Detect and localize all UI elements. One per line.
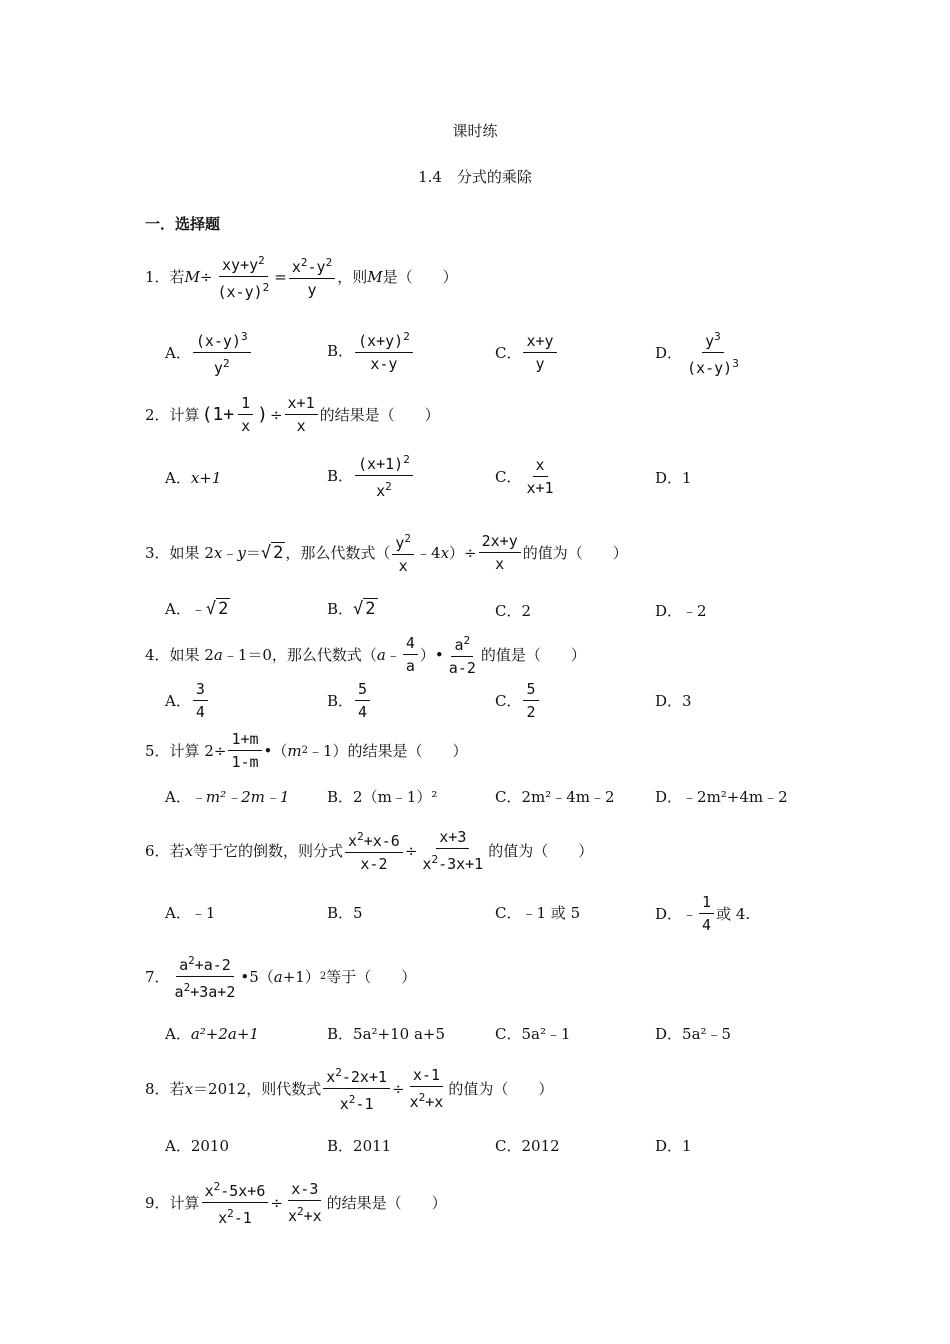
question-number: 6． [145, 842, 170, 860]
option-c[interactable]: C． ﹣1 或 5 [495, 904, 581, 922]
question-number: 2． [145, 406, 170, 424]
option-a[interactable]: A． ﹣ √ 2 [165, 598, 229, 619]
question-7: 7． $\frac{a^2+a-2}{a^2+3a+2}$ •5（ a +1） 2 等于（ ） [145, 954, 417, 1001]
option-a[interactable]: A． x+1 [165, 468, 222, 487]
option-a[interactable]: A． ﹣m²﹣2m﹣1 [165, 788, 290, 806]
option-c[interactable]: C． 2m²﹣4m﹣2 [495, 788, 615, 806]
question-number: 8． [145, 1080, 170, 1098]
option-b[interactable]: B． $\frac{5}{4}$ [327, 680, 372, 721]
option-d[interactable]: D． 5a²﹣5 [655, 1025, 732, 1043]
option-c[interactable]: C． 2012 [495, 1136, 560, 1155]
option-b[interactable]: B． $\frac{(x+y)^2}{x-y}$ [327, 328, 415, 373]
option-c[interactable]: C． $\frac{5}{2}$ [495, 680, 541, 721]
question-9: 9． 计算 $\frac{x^2-5x+6}{x^2-1}$ ÷ $\frac{x-3}{x^2+x}$ 的结果是（ ） [145, 1180, 447, 1227]
option-c[interactable]: C． $\frac{x}{x+1}$ [495, 456, 554, 497]
question-number: 4． [145, 646, 170, 664]
question-number: 5． [145, 742, 170, 760]
question-number: 1． [145, 268, 170, 286]
question-number: 9． [145, 1194, 170, 1212]
document-subtitle: 1.4 分式的乘除 [418, 168, 532, 186]
question-2: 2． 计算 (1+ $\frac{1}{x}$ ) ÷ $\frac{x+1}{x}$ 的结果是（ ） [145, 394, 440, 435]
option-b[interactable]: B． 5 [327, 903, 363, 922]
section-title: 一．选择题 [145, 215, 221, 233]
sqrt-symbol: √ 2 [260, 542, 284, 563]
option-d[interactable]: D． ﹣2 [655, 602, 707, 620]
option-a[interactable]: A． $\frac{(x-y)^3}{y^2}$ [165, 328, 253, 377]
option-b[interactable]: B． $\frac{(x+1)^2}{x^2}$ [327, 451, 415, 500]
option-d[interactable]: D． ﹣2m²+4m﹣2 [655, 788, 788, 806]
question-4: 4． 如果 2 a ﹣1＝0，那么代数式（ a ﹣ $\frac{4}{a}$ ）• $\frac{a^2}{a-2}$ 的值是（ ） [145, 634, 586, 677]
question-number: 3． [145, 544, 170, 562]
fraction: $\frac{x^2-y^2}{y}$ [289, 254, 335, 299]
option-a[interactable]: A． a²+2a+1 [165, 1024, 259, 1043]
option-c[interactable]: C． $\frac{x+y}{y}$ [495, 332, 559, 373]
option-c[interactable]: C． 5a²﹣1 [495, 1025, 571, 1043]
question-3: 3． 如果 2 x ﹣ y ＝ √ 2 ，那么代数式（ $\frac{y^2}{x}$ ﹣4 x ）÷ $\frac{2x+y}{x}$ 的值为（ ） [145, 532, 628, 575]
option-d[interactable]: D． $\frac{y^3}{(x-y)^3}$ [655, 330, 739, 377]
option-b[interactable]: B． 2011 [327, 1136, 392, 1155]
question-number: 7． [145, 968, 170, 986]
option-d[interactable]: D． 1 [655, 468, 692, 487]
question-1: 1． 若 M ÷ $\frac{xy+y^2}{(x-y)^2}$ = $\frac{x^2-y^2}{y}$ ，则 M 是（ ） [145, 254, 458, 301]
option-d[interactable]: D． ﹣ $\frac{1}{4}$ 或 4. [655, 893, 751, 934]
question-6: 6． 若 x 等于它的倒数，则分式 $\frac{x^2+x-6}{x-2}$ ÷ $\frac{x+3}{x^2-3x+1}$ 的值为（ ） [145, 828, 594, 873]
option-c[interactable]: C． 2 [495, 601, 532, 620]
option-d[interactable]: D． 1 [655, 1136, 692, 1155]
question-5: 5． 计算 2÷ $\frac{1+m}{1-m}$ •（ m 2 ﹣1）的结果是（ ） [145, 730, 468, 771]
option-a[interactable]: A． ﹣1 [165, 904, 216, 922]
question-8: 8． 若 x ＝2012，则代数式 $\frac{x^2-2x+1}{x^2-1}$ ÷ $\frac{x-1}{x^2+x}$ 的值为（ ） [145, 1066, 554, 1113]
option-a[interactable]: A． 2010 [165, 1136, 230, 1155]
option-b[interactable]: B． 2（m﹣1）² [327, 788, 438, 806]
option-b[interactable]: B． √ 2 [327, 598, 376, 619]
fraction: $\frac{xy+y^2}{(x-y)^2}$ [217, 254, 270, 301]
option-d[interactable]: D． 3 [655, 691, 692, 710]
option-a[interactable]: A． $\frac{3}{4}$ [165, 680, 210, 721]
document-title: 课时练 [452, 122, 498, 140]
option-b[interactable]: B． 5a²+10 a+5 [327, 1024, 446, 1043]
